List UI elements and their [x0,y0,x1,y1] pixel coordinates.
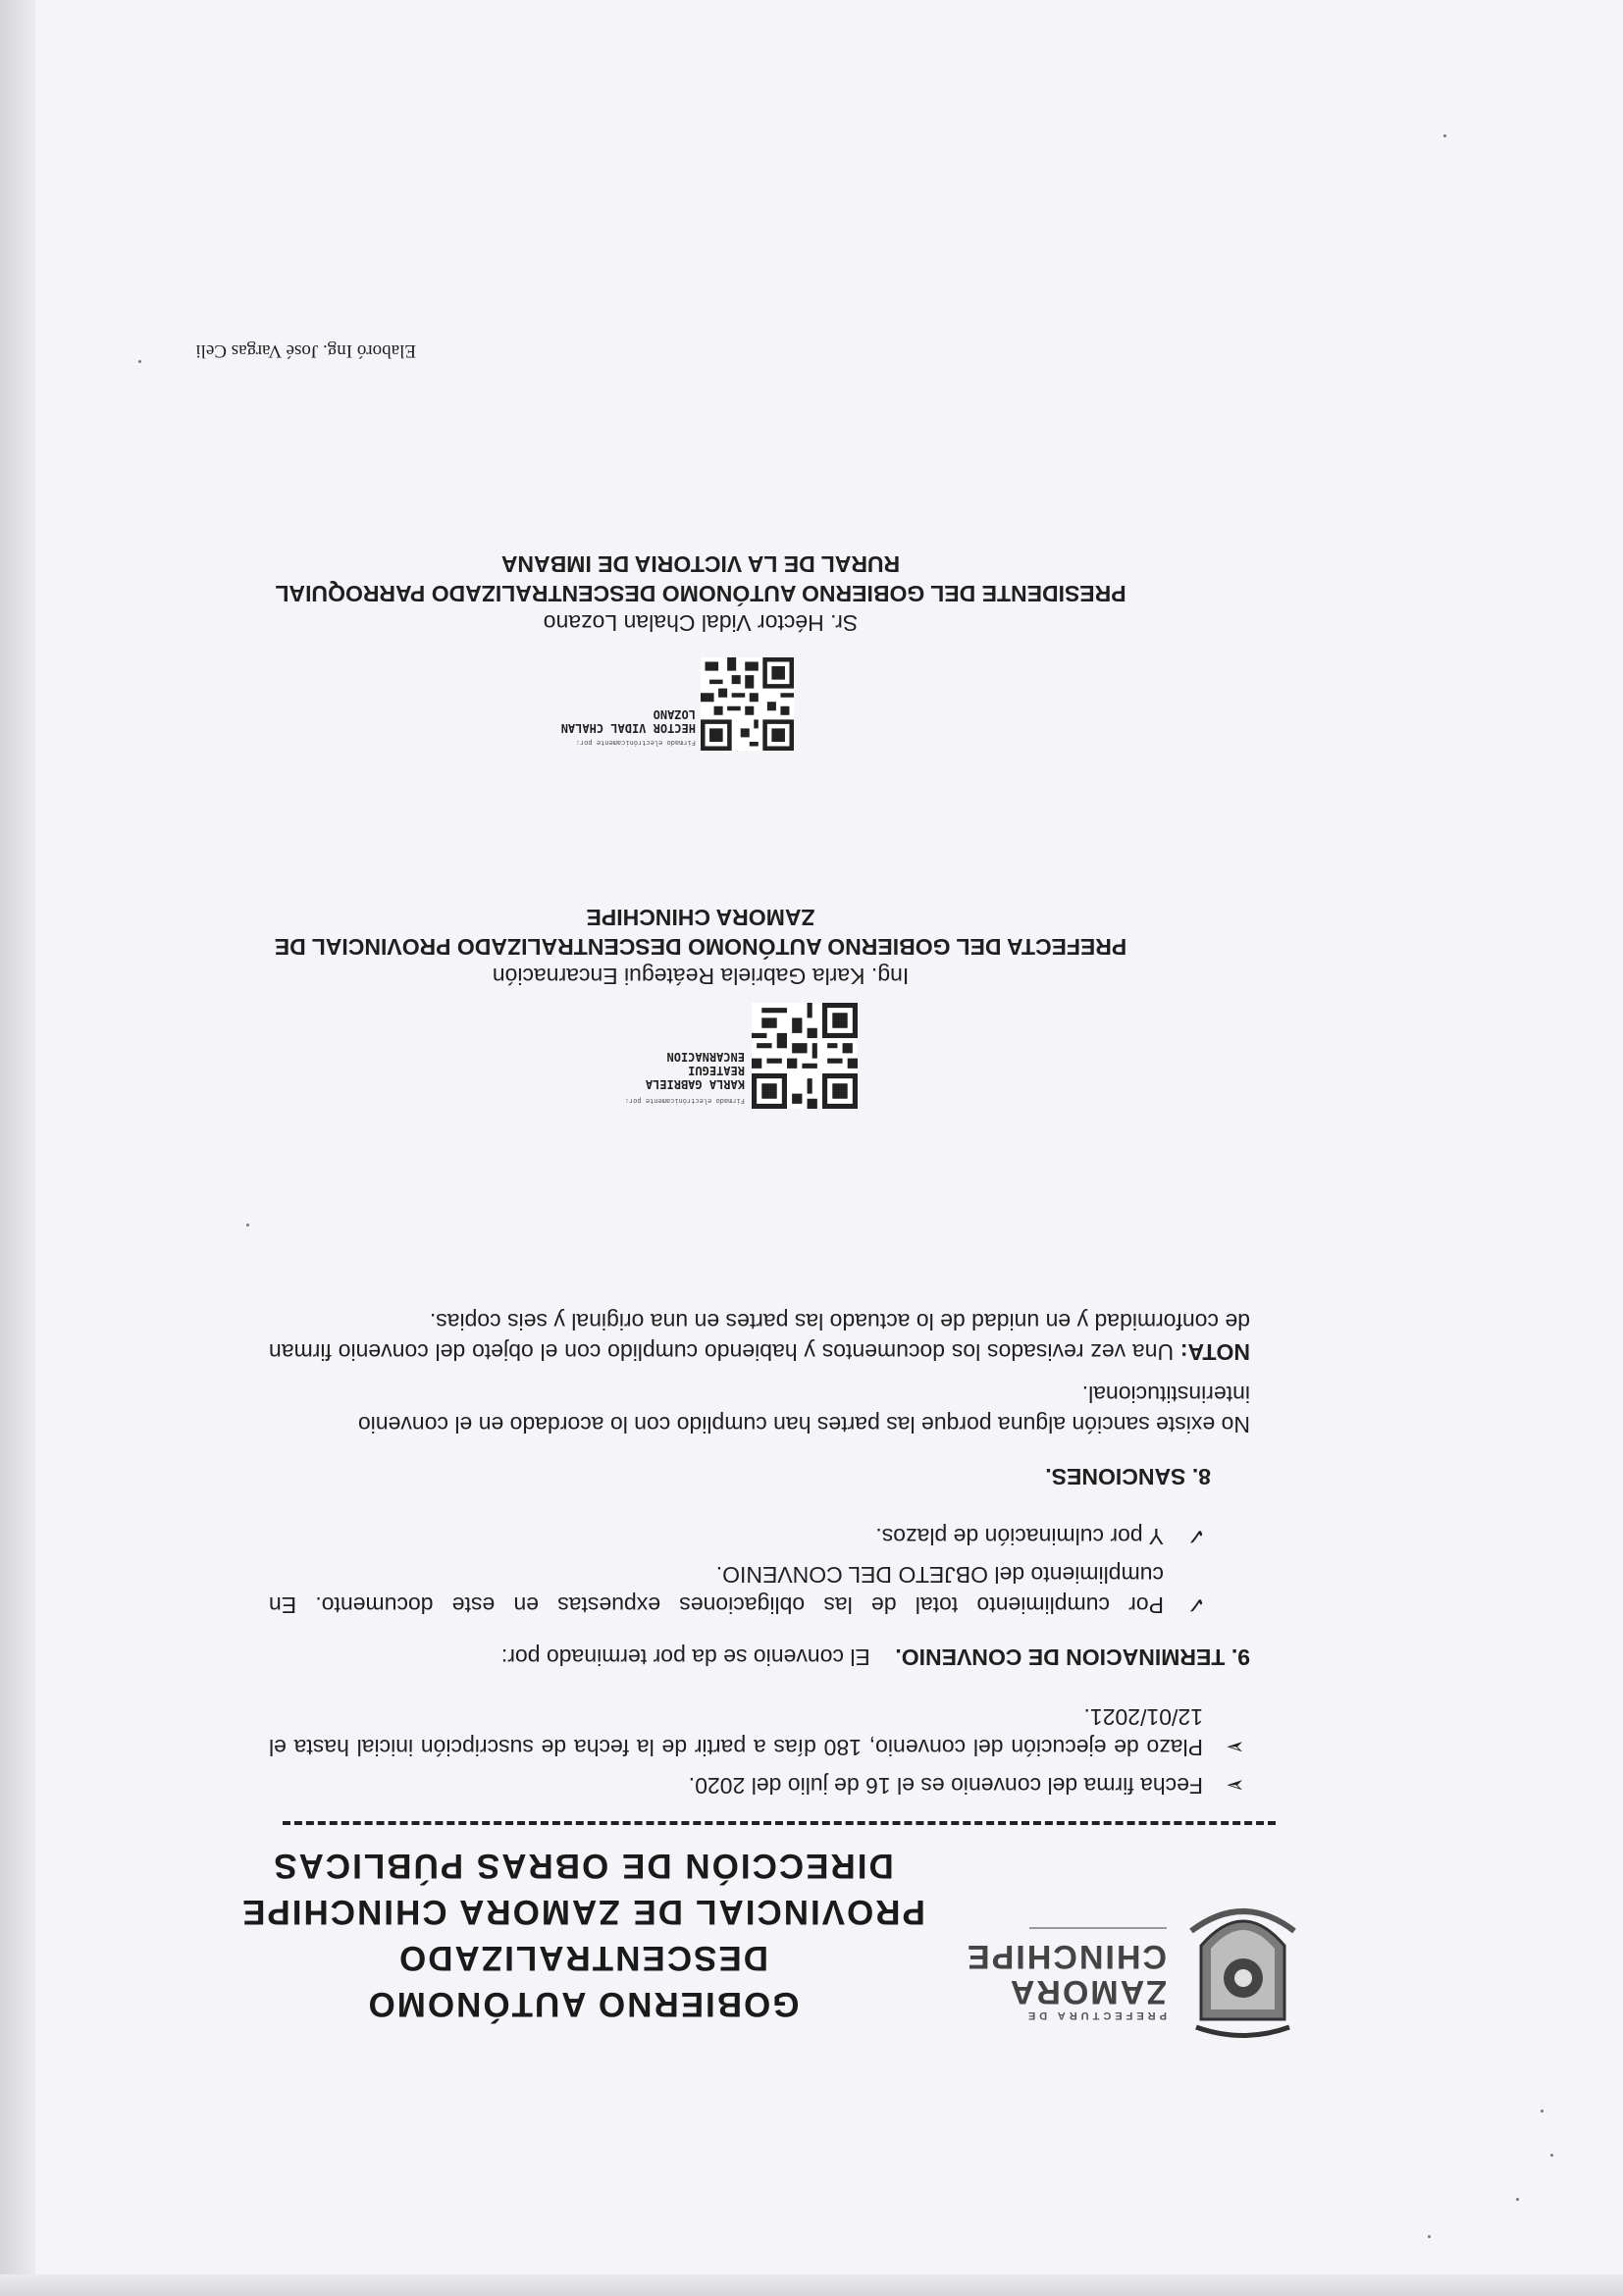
signer-name: Ing. Karla Gabriela Reátegui Encarnación [492,964,910,989]
section9-text: El convenio se da por terminado por: [500,1644,870,1670]
bullet-item [269,1770,1250,1800]
qr-caption: KARLA GABRIELA REATEGUI ENCARNACION [645,1050,745,1091]
check-bullet-icon: ✓ [1186,1592,1206,1618]
scan-speck [1428,2235,1431,2238]
qr-small-note: Firmado electrónicamente por: [575,739,696,747]
qr-code-icon [701,657,794,751]
brand-line2: CHINCHIPE [965,1938,1167,1975]
scan-speck [1516,2198,1519,2201]
scan-speck [1541,2110,1544,2113]
scan-speck [1550,2154,1553,2157]
signer-name: Sr. Héctor Vidal Chalan Lozano [543,610,859,636]
brand-rule [1029,1927,1167,1929]
header-titles [210,1843,956,2027]
signer-info [259,903,1142,991]
signature-block-prefecta [259,905,1142,1109]
bullet-item [269,1559,1211,1620]
title-line1: GOBIERNO AUTÓNOMO DESCENTRALIZADO [366,1939,800,2023]
qr-small-note: Firmado electrónicamente por: [624,1097,745,1105]
arrow-bullet-icon: ➢ [1226,1773,1245,1799]
scan-speck [1443,134,1446,137]
sanciones-text: No existe sanción alguna porque las partes han cumplido con lo acordado en el convenio interinstitucional. [357,1382,1250,1437]
bullet-item [269,1701,1250,1762]
qr-caption: HECTOR VIDAL CHALAN LOZANO [560,707,696,735]
dashed-divider [283,1821,1276,1825]
nota-label: NOTA: [1179,1339,1250,1365]
section9-title: 9. TERMINACION DE CONVENIO. [895,1644,1250,1670]
document-header [24,1847,1299,2039]
scan-speck [246,1224,249,1226]
brand-block [965,1927,1167,2021]
scan-speck [138,360,141,363]
prefectura-crest-icon [1186,1892,1299,2039]
brand-line1: ZAMORA [1008,1973,1167,2010]
signer-info [259,549,1142,638]
document-body [269,1306,1250,1800]
bullet-text: Plazo de ejecución del convenio, 180 días a partir de la fecha de suscripción inicial hasta el 12/01/2021. [269,1704,1203,1760]
check-bullet-icon: ✓ [1186,1524,1206,1549]
signer-title: PRESIDENTE DEL GOBIERNO AUTÓNOMO DESCENTRALIZADO PARROQUIAL RURAL DE LA VICTORIA DE IMBANA [275,551,1126,606]
elaboro-footer: Elaboró Ing. José Vargas Celi [195,340,416,361]
brand-top: PREFECTURA DE [1023,2009,1167,2021]
signature-block-presidente [259,551,1142,751]
nota-paragraph [269,1306,1250,1367]
title-line2: PROVINCIAL DE ZAMORA CHINCHIPE [240,1893,925,1931]
bullet-item [269,1521,1211,1551]
section8-title: 8. SANCIONES. [1045,1464,1211,1489]
arrow-bullet-icon: ➢ [1226,1735,1245,1760]
section9 [269,1642,1250,1672]
qr-code-icon [752,1003,858,1109]
title-line3: DIRECCIÓN DE OBRAS PÚBLICAS [272,1847,894,1885]
bullet-text: Y por culminación de plazos. [875,1524,1164,1549]
bullet-text: Fecha firma del convenio es el 16 de julio del 2020. [688,1773,1203,1799]
bullet-text: Por cumplimiento total de las obligaciones expuestas en este documento. En cumplimiento del OBJETO DEL CONVENIO. [269,1562,1164,1618]
signer-title: PREFECTA DEL GOBIERNO AUTÓNOMO DESCENTRALIZADO PROVINCIAL DE ZAMORA CHINCHIPE [274,905,1127,960]
nota-text: Una vez revisados los documentos y habiendo cumplido con el objeto del convenio firman de conformidad y en unidad de lo actuado las partes en una original y seis copias. [268,1309,1250,1365]
